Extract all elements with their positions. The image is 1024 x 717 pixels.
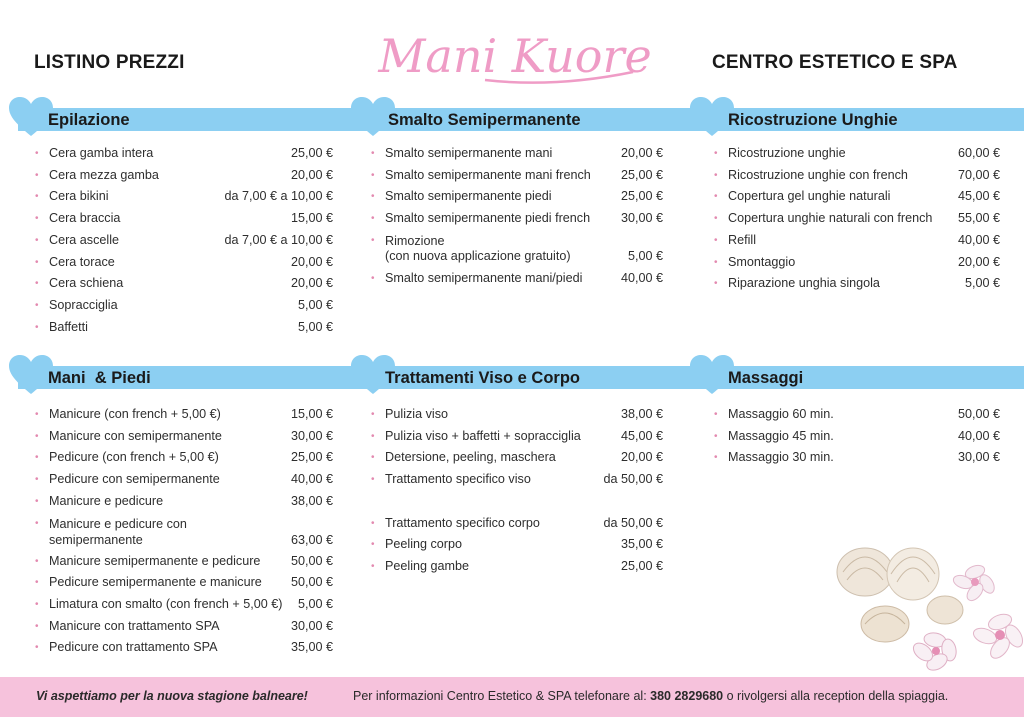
section-title-massaggi: Massaggi xyxy=(728,369,804,387)
item-label: • Smalto semipermanente mani xyxy=(385,146,553,160)
list-item xyxy=(371,469,663,491)
list-item xyxy=(371,556,663,578)
item-price: 35,00 € xyxy=(620,537,663,552)
item-label: • Pedicure con trattamento SPA xyxy=(49,640,218,655)
list-item xyxy=(714,143,1000,165)
list-item xyxy=(371,186,663,208)
list-item xyxy=(714,252,1000,274)
list-item xyxy=(371,208,663,230)
footer-contact-prefix: Per informazioni Centro Estetico & SPA telefonare al: xyxy=(353,689,651,703)
item-price: 38,00 € xyxy=(290,493,333,508)
list-item xyxy=(35,491,333,513)
footer-bar xyxy=(0,677,1024,717)
item-label: • Limatura con smalto (con french + 5,00 €) xyxy=(49,596,283,611)
item-label: • Cera gamba intera xyxy=(49,146,154,160)
item-price: 45,00 € xyxy=(957,189,1000,204)
list-item xyxy=(371,143,663,165)
item-label: • Detersione, peeling, maschera xyxy=(385,450,556,465)
list-item xyxy=(35,572,333,594)
item-label: • Peeling gambe xyxy=(385,558,470,573)
item-price: 20,00 € xyxy=(620,146,663,160)
list-item xyxy=(371,513,663,535)
item-label: • Smalto semipermanente piedi xyxy=(385,189,552,204)
item-price: 35,00 € xyxy=(290,640,333,655)
item-price: 40,00 € xyxy=(957,428,1000,443)
item-label: • Pedicure (con french + 5,00 €) xyxy=(49,450,219,465)
item-label: • Trattamento specifico corpo xyxy=(385,515,540,530)
list-item xyxy=(35,637,333,659)
item-price: 20,00 € xyxy=(957,254,1000,269)
item-label: • Pulizia viso + baffetti + sopracciglia xyxy=(385,428,581,443)
item-price: 50,00 € xyxy=(957,407,1000,421)
list-item xyxy=(714,186,1000,208)
item-price: 25,00 € xyxy=(620,189,663,204)
list-item xyxy=(714,230,1000,252)
item-price: da 50,00 € xyxy=(603,515,663,530)
item-label: • Manicure semipermanente e pedicure xyxy=(49,553,261,568)
item-price: 5,00 € xyxy=(627,248,663,263)
list-item xyxy=(714,165,1000,187)
item-label: • Trattamento specifico viso xyxy=(385,472,531,487)
item-label: • Pedicure semipermanente e manicure xyxy=(49,575,262,590)
item-price: 20,00 € xyxy=(620,450,663,465)
list-item xyxy=(371,404,663,426)
item-label: • Sopracciglia xyxy=(49,297,118,312)
item-label: • Smontaggio xyxy=(728,254,796,269)
list-item xyxy=(35,143,333,165)
list-item xyxy=(35,186,333,208)
item-price: 25,00 € xyxy=(620,167,663,182)
trattamenti-price-list xyxy=(371,404,663,578)
list-item xyxy=(371,534,663,556)
logo-text: Mani Kuore xyxy=(378,29,652,83)
item-price: da 7,00 € a 10,00 € xyxy=(224,189,333,204)
section-title-smalto: Smalto Semipermanente xyxy=(388,111,581,129)
item-price: 20,00 € xyxy=(290,254,333,269)
item-price: 60,00 € xyxy=(957,146,1000,160)
item-label: • Cera braccia xyxy=(49,211,121,226)
item-label: • Baffetti xyxy=(49,319,88,334)
footer-contact-suffix: o rivolgersi alla reception della spiaggia. xyxy=(723,689,949,703)
item-price: 40,00 € xyxy=(620,270,663,285)
list-item xyxy=(35,252,333,274)
item-price: 25,00 € xyxy=(290,450,333,465)
mani-kuore-logo xyxy=(365,28,665,88)
list-item xyxy=(371,447,663,469)
list-item xyxy=(35,273,333,295)
list-item xyxy=(714,404,1000,426)
item-label: • Copertura gel unghie naturali xyxy=(728,189,891,204)
item-price: 55,00 € xyxy=(957,211,1000,226)
item-price: 5,00 € xyxy=(297,596,333,611)
item-price: 30,00 € xyxy=(620,211,663,226)
list-item xyxy=(35,469,333,491)
list-item xyxy=(35,447,333,469)
list-item xyxy=(35,165,333,187)
item-label: • Cera torace xyxy=(49,254,115,269)
footer-contact xyxy=(353,689,948,703)
item-price: 30,00 € xyxy=(957,450,1000,465)
item-price: da 7,00 € a 10,00 € xyxy=(224,232,333,247)
phone-number: 380 2829680 xyxy=(650,689,724,703)
item-price: 40,00 € xyxy=(290,472,333,487)
price-list-title: LISTINO PREZZI xyxy=(34,52,185,73)
item-price: 20,00 € xyxy=(290,167,333,182)
list-item xyxy=(714,426,1000,448)
footer-slogan: Vi aspettiamo per la nuova stagione balneare! xyxy=(36,689,308,703)
item-label: • Smalto semipermanente mani/piedi xyxy=(385,270,583,285)
item-price: 50,00 € xyxy=(290,575,333,590)
item-price: 38,00 € xyxy=(620,407,663,421)
list-item xyxy=(371,165,663,187)
item-price: 30,00 € xyxy=(290,428,333,443)
list-item xyxy=(371,268,663,290)
smalto-price-list xyxy=(371,143,663,290)
item-label: • Peeling corpo xyxy=(385,537,463,552)
epilazione-price-list xyxy=(35,143,333,338)
item-price: da 50,00 € xyxy=(603,472,663,487)
centre-title: CENTRO ESTETICO E SPA xyxy=(712,52,958,73)
item-label: • Copertura unghie naturali con french xyxy=(728,211,933,226)
list-item xyxy=(35,404,333,426)
item-price: 70,00 € xyxy=(957,167,1000,182)
list-item xyxy=(371,426,663,448)
item-price: 45,00 € xyxy=(620,428,663,443)
item-label: • Manicure e pedicure con semipermanente xyxy=(49,516,187,547)
item-label: • Manicure con trattamento SPA xyxy=(49,618,220,633)
item-label: • Pedicure con semipermanente xyxy=(49,472,220,487)
list-item xyxy=(371,230,663,268)
item-price: 25,00 € xyxy=(290,146,333,160)
list-item xyxy=(35,317,333,339)
list-item xyxy=(35,208,333,230)
list-item xyxy=(35,513,333,551)
section-title-mani-piedi: Mani & Piedi xyxy=(48,369,151,387)
item-label: • Manicure con semipermanente xyxy=(49,428,222,443)
item-label: • Smalto semipermanente mani french xyxy=(385,167,591,182)
item-price: 15,00 € xyxy=(290,211,333,226)
item-label: • Manicure e pedicure xyxy=(49,493,164,508)
item-price: 15,00 € xyxy=(290,407,333,421)
item-label: • Massaggio 45 min. xyxy=(728,428,834,443)
item-price: 63,00 € xyxy=(290,532,333,547)
item-label: • Massaggio 30 min. xyxy=(728,450,834,465)
item-price: 40,00 € xyxy=(957,232,1000,247)
massaggi-price-list xyxy=(714,404,1000,469)
item-label: • Cera mezza gamba xyxy=(49,167,159,182)
list-item xyxy=(35,616,333,638)
section-title-epilazione: Epilazione xyxy=(48,111,130,129)
ricostruzione-price-list xyxy=(714,143,1000,295)
section-title-trattamenti: Trattamenti Viso e Corpo xyxy=(385,369,580,387)
item-price: 5,00 € xyxy=(964,276,1000,291)
item-label: • Refill xyxy=(728,232,756,247)
list-item xyxy=(714,273,1000,295)
item-label: • Manicure (con french + 5,00 €) xyxy=(49,407,221,421)
list-item xyxy=(35,230,333,252)
list-item xyxy=(35,295,333,317)
item-label: • Pulizia viso xyxy=(385,407,448,421)
item-price: 50,00 € xyxy=(290,553,333,568)
item-price: 25,00 € xyxy=(620,558,663,573)
list-item xyxy=(714,208,1000,230)
item-price: 5,00 € xyxy=(297,297,333,312)
item-label: • Ricostruzione unghie xyxy=(728,146,846,160)
item-price: 30,00 € xyxy=(290,618,333,633)
item-label: • Smalto semipermanente piedi french xyxy=(385,211,591,226)
item-price: 20,00 € xyxy=(290,276,333,291)
list-item xyxy=(35,426,333,448)
item-label: • Riparazione unghia singola xyxy=(728,276,880,291)
item-price: 5,00 € xyxy=(297,319,333,334)
item-label: • Cera ascelle xyxy=(49,232,119,247)
mani-piedi-price-list xyxy=(35,404,333,659)
item-label: • Ricostruzione unghie con french xyxy=(728,167,908,182)
item-label: • Rimozione (con nuova applicazione gratuito) xyxy=(385,233,571,263)
list-item xyxy=(35,594,333,616)
item-label: • Massaggio 60 min. xyxy=(728,407,834,421)
section-title-ricostruzione: Ricostruzione Unghie xyxy=(728,111,898,129)
list-item xyxy=(35,551,333,573)
item-label: • Cera schiena xyxy=(49,276,124,291)
item-label: • Cera bikini xyxy=(49,189,109,204)
shells-flowers-image xyxy=(825,532,1024,677)
list-item xyxy=(714,447,1000,469)
